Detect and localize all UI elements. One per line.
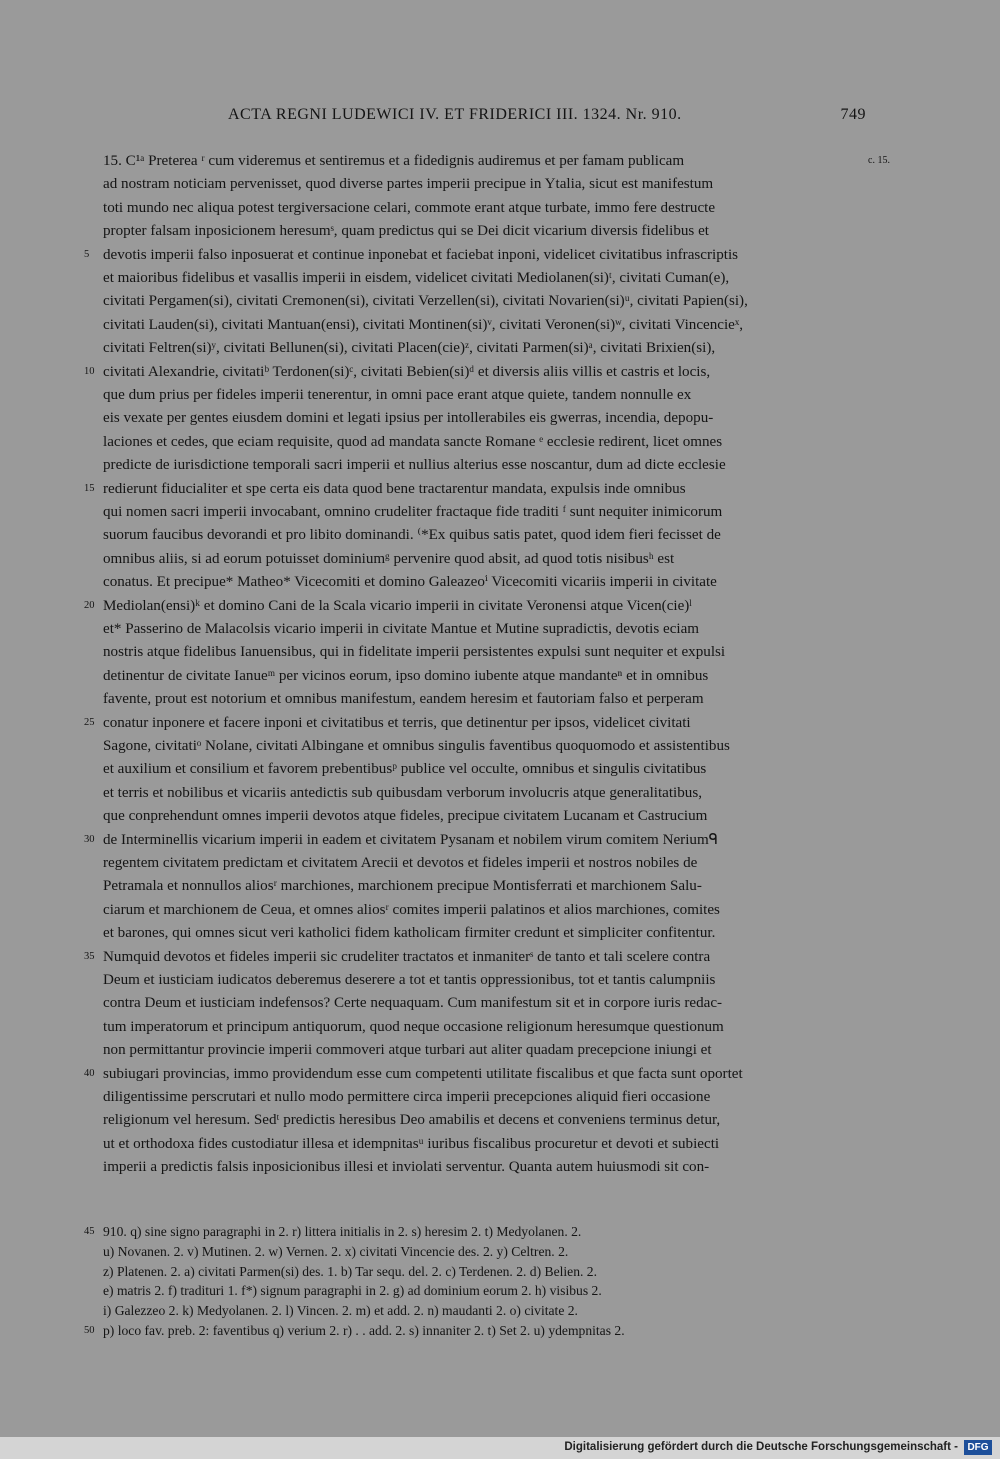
- text-line: et* Passerino de Malacolsis vicario imperii in civitate Mantue et Mutine supradictis, devotis eciam: [103, 621, 700, 637]
- text-line: religionum vel heresum. Sedᵗ predictis heresibus Deo amabilis et decens et conveniens terminus detur,: [103, 1112, 721, 1128]
- footnote-line: u) Novanen. 2. v) Mutinen. 2. w) Vernen. 2. x) civitati Vincencie des. 2. y) Celtren. 2.: [103, 1244, 569, 1259]
- text-line: et terris et nobilibus et vicariis antedictis sub quibusdam verborum involucris atque generalitatibus,: [103, 785, 702, 801]
- text-line: detinentur de civitate Ianueᵐ per vicinos eorum, ipso domino iubente atque mandanteⁿ et in omnibus: [103, 668, 709, 684]
- text-line: ciarum et marchionem de Ceua, et omnes aliosʳ comites imperii palatinos et alios marchiones, comites: [103, 902, 720, 918]
- text-line: propter falsam inposicionem heresumˢ, quam predictus qui se Dei dicit vicarium diversis fidelibus et: [103, 223, 709, 239]
- digitization-footer: [0, 1437, 1000, 1459]
- text-line: eis vexate per gentes eiusdem domini et legati ipsius per intollerabiles eis gwerras, incendia, depopu-: [103, 410, 714, 426]
- text-line: imperii a predictis falsis inposicionibus illesi et inviolati serventur. Quanta autem huiusmodi sit con-: [103, 1159, 710, 1175]
- text-line: civitati Alexandrie, civitatiᵇ Terdonen(si)ᶜ, civitati Bebien(si)ᵈ et diversis aliis villis et castris et locis,: [103, 364, 711, 380]
- text-line: devotis imperii falso inposuerat et continue inponebat et faciebat inponi, videlicet civitatibus infrascriptis: [103, 247, 739, 263]
- text-line: et auxilium et consilium et favorem prebentibusᵖ publice vel occulte, omnibus et singulis civitatibus: [103, 761, 707, 777]
- dfg-logo: DFG: [964, 1440, 992, 1455]
- text-line: diligentissime perscrutari et nullo modo permittere circa imperii precepciones aliquid fieri occasione: [103, 1089, 711, 1105]
- text-line: qui nomen sacri imperii invocabant, omnino crudeliter fractaque fide traditi ᶠ sunt nequiter inimicorum: [103, 504, 723, 520]
- page-number: 749: [840, 106, 866, 123]
- text-line: et barones, qui omnes sicut veri katholici fidem katholicam firmiter credunt et simpliciter confitentur.: [103, 925, 716, 941]
- text-line: predicte de iurisdictione temporali sacri imperii et nullius alterius esse noscantur, dum ad dicte ecclesie: [103, 457, 726, 473]
- running-title: ACTA REGNI LUDEWICI IV. ET FRIDERICI III. 1324. Nr. 910.: [228, 106, 682, 123]
- text-line: subiugari provincias, immo providendum esse cum competenti utilitate fiscalibus et que facta sunt oportet: [103, 1066, 743, 1082]
- text-line: suorum faucibus devorandi et pro libito dominandi. ⁽*Ex quibus satis patet, quod idem fieri fecisset de: [103, 527, 721, 543]
- text-line: contra Deum et iusticiam indefensos? Certe nequaquam. Cum manifestum sit et in corpore iuris redac-: [103, 995, 723, 1011]
- text-line: redierunt fiducialiter et spe certa eis data quod bene tractarentur mandata, expulsis inde omnibus: [103, 481, 686, 497]
- text-line: nostris atque fidelibus Ianuensibus, qui in fidelitate imperii persistentes expulsi sunt nequiter et expulsi: [103, 644, 726, 660]
- footer-credit: Digitalisierung gefördert durch die Deutsche Forschungsgemeinschaft -: [564, 1441, 958, 1453]
- footnote-line: 910. q) sine signo paragraphi in 2. r) littera initialis in 2. s) heresim 2. t) Medyolanen. 2.: [103, 1224, 582, 1239]
- text-line: non permittantur provincie imperii commoveri atque turbari aut aliter quadam precepcione iniungi et: [103, 1042, 712, 1058]
- line-number: 30: [84, 834, 95, 845]
- text-line: ut et orthodoxa fides custodiatur illesa et idempnitasᵘ iuribus fiscalibus procuretur et devoti et subiecti: [103, 1136, 720, 1152]
- line-number: 35: [84, 951, 95, 962]
- text-line: et maioribus fidelibus et vasallis imperii in eisdem, videlicet civitati Mediolanen(si)ᵗ, civitati Cuman(e),: [103, 270, 730, 286]
- text-line: que dum prius per fideles imperii tenerentur, in omni pace erant atque quiete, tandem nonnulle ex: [103, 387, 692, 403]
- text-line: Numquid devotos et fideles imperii sic crudeliter tractatos et inmaniterˢ de tanto et tali scelere contra: [103, 949, 711, 965]
- text-line: laciones et cedes, que eciam requisite, quod ad mandata sancte Romane ᵉ ecclesie redirent, licet omnes: [103, 434, 723, 450]
- footnote-line: i) Galezzeo 2. k) Medyolanen. 2. l) Vincen. 2. m) et add. 2. n) maudanti 2. o) civitate 2.: [103, 1303, 578, 1318]
- line-number: 45: [84, 1226, 95, 1237]
- text-line: ad nostram noticiam pervenisset, quod diverse partes imperii precipue in Ytalia, sicut est manifestum: [103, 176, 714, 192]
- text-line: de Interminellis vicarium imperii in eadem et civitatem Pysanam et nobilem virum comitem Neriumᑫ: [103, 832, 719, 848]
- text-line: Petramala et nonnullos aliosʳ marchiones, marchionem precipue Montisferrati et marchionem Salu-: [103, 878, 702, 894]
- text-line: regentem civitatem predictam et civitatem Arecii et devotos et fideles imperii et nostros nobiles de: [103, 855, 698, 871]
- text-line: conatur inponere et facere inponi et civitatibus et terris, que detinentur per ipsos, videlicet civitati: [103, 715, 691, 731]
- margin-note: c. 15.: [868, 155, 890, 166]
- line-number: 20: [84, 600, 95, 611]
- text-line: Mediolan(ensi)ᵏ et domino Cani de la Scala vicario imperii in civitate Veronensi atque Vicen(cie)ˡ: [103, 598, 692, 614]
- text-line: 15. C¹ᵃ Preterea ʳ cum videremus et sentiremus et a fidedignis audiremus et per famam publicam: [103, 153, 685, 169]
- text-line: Sagone, civitatiᵒ Nolane, civitati Albingane et omnibus singulis faventibus quoquomodo et assistentibus: [103, 738, 730, 754]
- footnote-line: e) matris 2. f) tradituri 1. f*) signum paragraphi in 2. g) ad dominium eorum 2. h) visibus 2.: [103, 1283, 602, 1298]
- line-number: 50: [84, 1325, 95, 1336]
- text-line: tum imperatorum et principum antiquorum, quod neque occasione religionum heresumque questionum: [103, 1019, 724, 1035]
- footnote-line: p) loco fav. preb. 2: faventibus q) verium 2. r) . . add. 2. s) innaniter 2. t) Set 2. u) ydempnitas 2.: [103, 1323, 625, 1338]
- text-line: que conprehendunt omnes imperii devotos atque fideles, precipue civitatem Lucanam et Castrucium: [103, 808, 708, 824]
- line-number: 10: [84, 366, 95, 377]
- text-line: conatus. Et precipue* Matheo* Vicecomiti et domino Galeazeoⁱ Vicecomiti vicariis imperii in civitate: [103, 574, 717, 590]
- line-number: 5: [84, 249, 90, 260]
- line-number: 40: [84, 1068, 95, 1079]
- text-line: omnibus aliis, si ad eorum potuisset dominiumᵍ pervenire quod absit, ad quod totis nisibusʰ est: [103, 551, 675, 567]
- line-number: 25: [84, 717, 95, 728]
- line-number: 15: [84, 483, 95, 494]
- text-line: toti mundo nec aliqua potest tergiversacione celari, commote erant atque turbate, immo fere destructe: [103, 200, 716, 216]
- text-line: favente, prout est notorium et omnibus manifestum, eandem heresim et fautoriam falso et perperam: [103, 691, 704, 707]
- text-line: civitati Lauden(si), civitati Mantuan(ensi), civitati Montinen(si)ᵛ, civitati Veronen(si)ʷ, civitati Vincencieˣ,: [103, 317, 744, 333]
- text-line: civitati Pergamen(si), civitati Cremonen(si), civitati Verzellen(si), civitati Novarien(si)ᵘ, civitati Papien(si),: [103, 293, 748, 309]
- footnote-line: z) Platenen. 2. a) civitati Parmen(si) des. 1. b) Tar sequ. del. 2. c) Terdenen. 2. d) Belien. 2.: [103, 1264, 597, 1279]
- text-line: civitati Feltren(si)ʸ, civitati Bellunen(si), civitati Placen(cie)ᶻ, civitati Parmen(si)ᵃ, civitati Brixien(si),: [103, 340, 716, 356]
- text-line: Deum et iusticiam iudicatos deberemus deserere a tot et tantis oppressionibus, tot et tantis calumpniis: [103, 972, 716, 988]
